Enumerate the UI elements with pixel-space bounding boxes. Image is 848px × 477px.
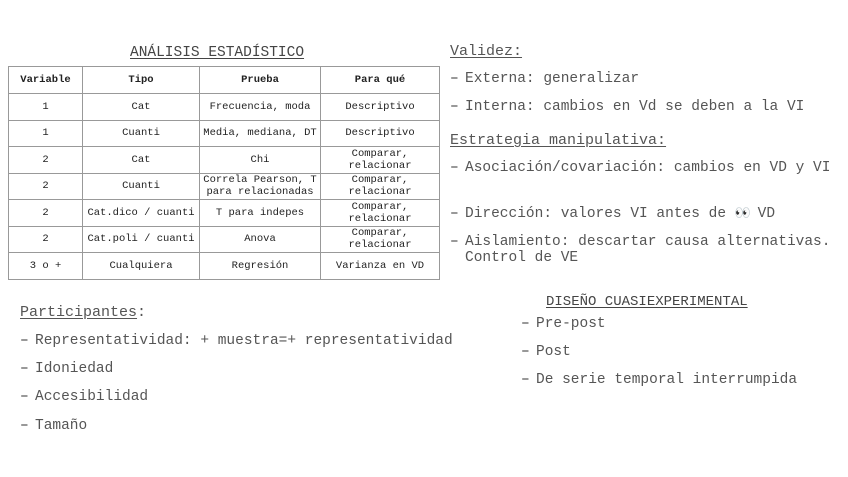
direccion-text: Dirección: valores VI antes de xyxy=(465,206,727,222)
cell-para-que: Descriptivo xyxy=(321,120,440,147)
bullet-dash: – xyxy=(521,344,530,360)
cell-tipo: Cat xyxy=(83,94,200,121)
bullet-dash: – xyxy=(20,418,29,434)
cell-prueba: T para indepes xyxy=(200,200,321,227)
cell-variable: 2 xyxy=(9,200,83,227)
cell-variable: 2 xyxy=(9,173,83,200)
diseno-item xyxy=(521,372,841,388)
header-para-que: Para qué xyxy=(321,67,440,94)
estrategia-item-label xyxy=(465,206,840,222)
cell-variable: 2 xyxy=(9,226,83,253)
participantes-item xyxy=(20,389,320,405)
diseno-item xyxy=(521,316,841,332)
table-header-row xyxy=(9,67,440,94)
cell-para-que: Comparar, relacionar xyxy=(321,173,440,200)
table-row xyxy=(9,94,440,121)
validez-item-interna xyxy=(450,99,840,115)
bullet-dash: – xyxy=(20,389,29,405)
cell-tipo: Cat.poli / cuanti xyxy=(83,226,200,253)
estrategia-item-direccion xyxy=(450,206,840,222)
analisis-title: ANÁLISIS ESTADÍSTICO xyxy=(130,45,305,61)
cell-tipo: Cuanti xyxy=(83,173,200,200)
cell-para-que: Comparar, relacionar xyxy=(321,226,440,253)
direccion-text-end: VD xyxy=(757,206,776,222)
bullet-dash: – xyxy=(20,333,29,349)
diseno-item xyxy=(521,344,841,360)
cell-prueba: Frecuencia, moda xyxy=(200,94,321,121)
participantes-colon: : xyxy=(137,304,147,321)
diseno-title: DISEÑO CUASIEXPERIMENTAL xyxy=(546,294,748,310)
cell-prueba: Anova xyxy=(200,226,321,253)
bullet-dash: – xyxy=(450,160,459,176)
cell-variable: 1 xyxy=(9,94,83,121)
cell-tipo: Cualquiera xyxy=(83,253,200,280)
participantes-item xyxy=(20,333,490,349)
participantes-item-label: Tamaño xyxy=(35,418,88,434)
validez-item-label: Interna: cambios en Vd se deben a la VI xyxy=(465,99,805,115)
diseno-item-label: Post xyxy=(536,344,571,360)
participantes-item-label: Idoniedad xyxy=(35,361,114,377)
estrategia-item-aislamiento xyxy=(450,234,840,266)
cell-prueba: Regresión xyxy=(200,253,321,280)
bullet-dash: – xyxy=(521,316,530,332)
bullet-dash: – xyxy=(450,99,459,115)
estrategia-item-label: Asociación/covariación: cambios en VD y VI xyxy=(465,160,831,176)
bullet-dash: – xyxy=(450,234,459,250)
diseno-item-label: De serie temporal interrumpida xyxy=(536,372,798,388)
bullet-dash: – xyxy=(521,372,530,388)
estrategia-title: Estrategia manipulativa: xyxy=(450,132,667,149)
bullet-dash: – xyxy=(20,361,29,377)
table-row xyxy=(9,120,440,147)
cell-tipo: Cuanti xyxy=(83,120,200,147)
cell-para-que: Varianza en VD xyxy=(321,253,440,280)
bullet-dash: – xyxy=(450,71,459,87)
eyes-emoji-icon: 👀 xyxy=(734,206,749,221)
bullet-dash: – xyxy=(450,206,459,222)
cell-variable: 2 xyxy=(9,147,83,174)
table-row xyxy=(9,200,440,227)
validez-item-externa xyxy=(450,71,840,87)
cell-prueba: Correla Pearson, T para relacionadas xyxy=(200,173,321,200)
analisis-table xyxy=(8,66,440,280)
validez-title: Validez: xyxy=(450,43,523,60)
cell-para-que: Comparar, relacionar xyxy=(321,200,440,227)
participantes-heading xyxy=(20,304,146,321)
cell-variable: 1 xyxy=(9,120,83,147)
cell-tipo: Cat.dico / cuanti xyxy=(83,200,200,227)
cell-prueba: Media, mediana, DT xyxy=(200,120,321,147)
cell-para-que: Comparar, relacionar xyxy=(321,147,440,174)
estrategia-item-asociacion xyxy=(450,160,840,176)
cell-para-que: Descriptivo xyxy=(321,94,440,121)
table-row xyxy=(9,226,440,253)
cell-variable: 3 o + xyxy=(9,253,83,280)
header-tipo: Tipo xyxy=(83,67,200,94)
participantes-item xyxy=(20,361,320,377)
estrategia-item-label: Aislamiento: descartar causa alternativas. Control de VE xyxy=(465,234,831,266)
table-row xyxy=(9,173,440,200)
cell-prueba: Chi xyxy=(200,147,321,174)
header-variable: Variable xyxy=(9,67,83,94)
participantes-item-label: Representatividad: + muestra=+ representatividad xyxy=(35,333,453,349)
cell-tipo: Cat xyxy=(83,147,200,174)
participantes-item-label: Accesibilidad xyxy=(35,389,149,405)
table-row xyxy=(9,147,440,174)
diseno-item-label: Pre-post xyxy=(536,316,606,332)
validez-item-label: Externa: generalizar xyxy=(465,71,640,87)
participantes-item xyxy=(20,418,320,434)
header-prueba: Prueba xyxy=(200,67,321,94)
participantes-title: Participantes xyxy=(20,304,138,321)
table-row xyxy=(9,253,440,280)
